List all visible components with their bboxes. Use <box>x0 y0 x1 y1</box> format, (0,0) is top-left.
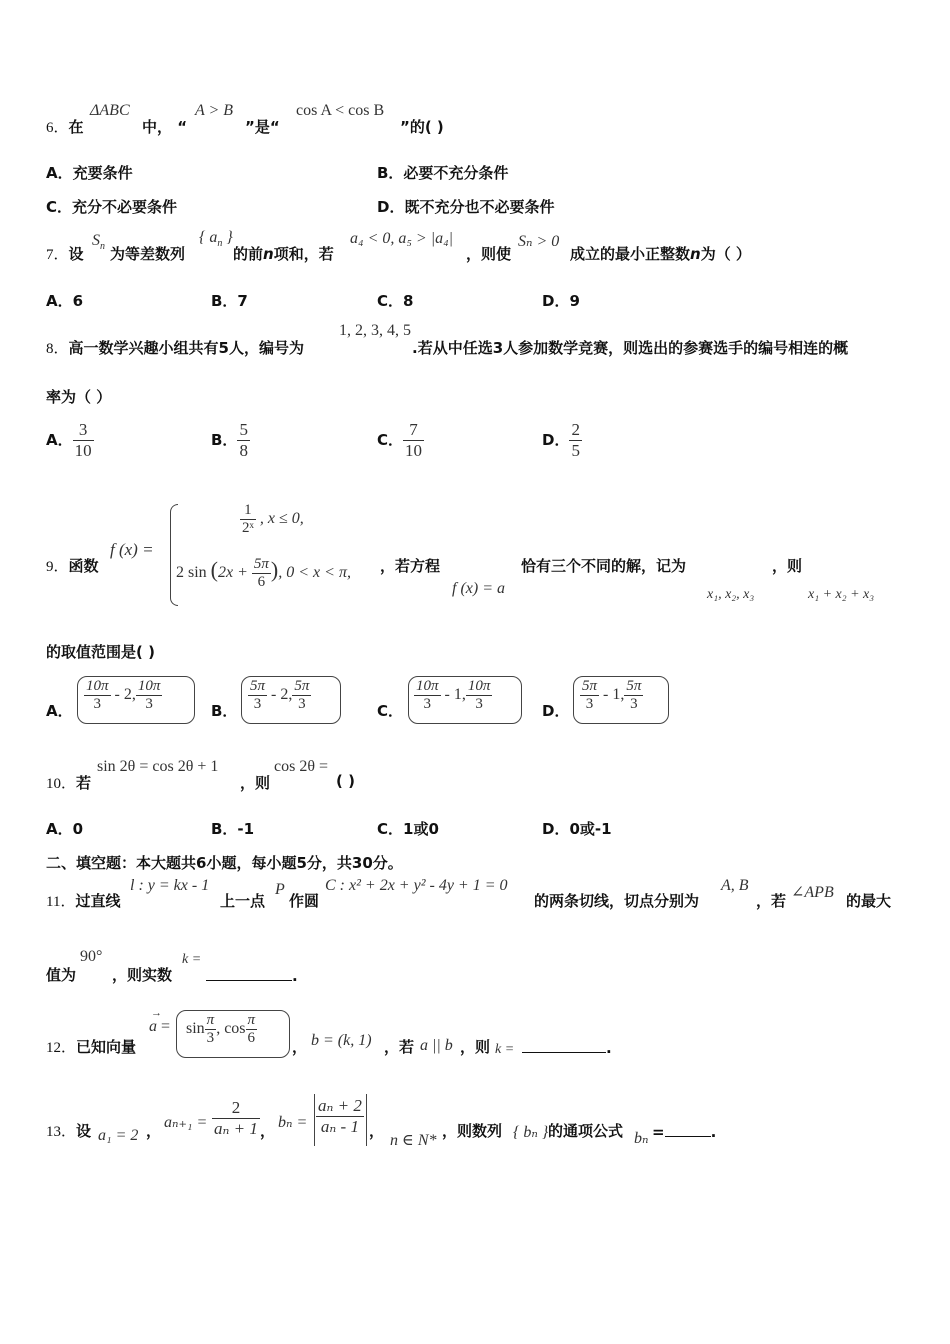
q7-sn-sub: n <box>100 241 105 253</box>
q6-option-b[interactable]: B．必要不充分条件 <box>377 164 509 182</box>
q6-quote-open: “ <box>177 118 188 136</box>
q7-text-6 <box>570 243 751 264</box>
q9-option-b-label[interactable]: B． <box>211 702 238 720</box>
q9-option-d-interval[interactable] <box>580 678 643 713</box>
q6-text-4: 的( ) <box>409 118 444 136</box>
q13-bn-def <box>316 1096 364 1137</box>
q11-circle: C : x² + 2x + y² - 4y + 1 = 0 <box>325 877 508 894</box>
q11-text-4: 的两条切线，切点分别为 <box>534 892 700 910</box>
q13-bn-frac <box>316 1096 364 1137</box>
question-12 <box>46 1036 136 1057</box>
q13-bn-bot: aₙ - 1 <box>320 1117 359 1136</box>
q8-option-d-label: D． <box>542 431 570 449</box>
q9-option-c-interval[interactable] <box>414 678 492 713</box>
q7-option-d[interactable]: D．9 <box>542 292 580 310</box>
q12-frac1 <box>205 1012 217 1047</box>
q9-text-5: 的取值范围是( ) <box>46 643 155 661</box>
q6-quote-close: ” <box>245 118 255 136</box>
q12-number: 12． <box>46 1040 77 1056</box>
q11-ninety: 90° <box>80 948 103 965</box>
question-8 <box>46 337 304 358</box>
q6-part4 <box>400 116 444 137</box>
q6-text-2: 中， <box>142 118 173 136</box>
q12-frac2 <box>246 1012 258 1047</box>
question-6 <box>46 116 84 137</box>
q13-abs-left <box>314 1094 315 1146</box>
q7-an-sub: n <box>217 238 223 250</box>
q13-a1: a₁ = 2 <box>98 1127 139 1144</box>
q11-text-8: ，则实数 <box>112 966 173 984</box>
q7-option-c[interactable]: C．8 <box>377 292 414 310</box>
q12-period: . <box>606 1039 612 1057</box>
q9-b-d2: 3 <box>298 696 306 712</box>
q9-option-a-interval[interactable] <box>84 678 162 713</box>
q9-roots: x₁, x₂, x₃ <box>707 587 755 602</box>
q13-blank-line[interactable] <box>665 1120 711 1137</box>
q11-number: 11． <box>46 894 76 910</box>
q9-d-mid: - 1, <box>599 686 625 704</box>
q7-sn <box>92 232 105 252</box>
q11-line: l : y = kx - 1 <box>130 877 210 894</box>
q10-option-b[interactable]: B．-1 <box>211 820 255 838</box>
q11-k: k = <box>182 952 202 967</box>
q8-text-3: 率为（ ） <box>46 388 112 406</box>
q13-fn: 2 <box>212 1098 260 1119</box>
q12-vector-arrow-icon: → <box>151 1007 162 1019</box>
q9-c-d1: 3 <box>423 696 431 712</box>
q7-n: n <box>263 245 274 263</box>
q12-k: k = <box>495 1042 515 1057</box>
q7-text-4: 项和，若 <box>273 245 334 263</box>
q8-b-num: 5 <box>239 420 248 439</box>
q7-inequality: Sₙ > 0 <box>518 233 560 250</box>
q13-bn-ask: bₙ <box>634 1130 649 1147</box>
q6-condition: A > B <box>195 102 234 119</box>
q9-d-n1: 5π <box>582 678 598 694</box>
q10-text: 若 <box>76 774 92 792</box>
q6-quote-open-2: “ <box>269 118 280 136</box>
q9-d-frac1 <box>580 678 599 713</box>
q12-answer-blank[interactable] <box>522 1036 612 1057</box>
q11-text-2: 上一点 <box>220 892 266 910</box>
q9-option-a-label[interactable]: A． <box>46 702 73 720</box>
q9-c-n2: 10π <box>467 678 491 694</box>
q12-vector-b: b = (k, 1) <box>311 1032 372 1049</box>
q8-option-b-fraction <box>237 420 250 461</box>
q9-case2-fd: 6 <box>257 574 266 590</box>
q12-vector-a <box>149 1007 162 1036</box>
q8-a-num: 3 <box>73 420 94 441</box>
q9-case-2: 2 sin (2x + $\frac{5\pi}{6}$ ), 0 < x < π, <box>176 556 351 590</box>
q12-pd: 3 <box>206 1030 215 1046</box>
q11-point: P <box>275 881 285 898</box>
q9-case-1-fraction <box>240 502 256 537</box>
q8-option-a[interactable] <box>46 420 94 461</box>
q7-condition: a₄ < 0, a₅ > |a₄| <box>350 230 454 247</box>
q13-recurrence <box>212 1098 260 1139</box>
q11-text-5: ，若 <box>756 892 787 910</box>
q12-text: 已知向量 <box>76 1038 137 1056</box>
q12-text-2: ， <box>292 1038 308 1056</box>
q13-text-2: ， <box>146 1122 162 1140</box>
q9-b-n2: 5π <box>294 678 310 694</box>
q12-equals: = <box>161 1018 171 1035</box>
q9-a-frac2 <box>136 678 163 713</box>
q10-number: 10． <box>46 776 77 792</box>
q12-sin: sin <box>186 1020 205 1038</box>
q7-text-5: ，则使 <box>466 245 512 263</box>
q11-angle: ∠APB <box>791 884 834 901</box>
q13-an1: aₙ₊₁ = <box>164 1114 208 1131</box>
q6-part3 <box>245 116 280 137</box>
q6-text: 在 <box>68 118 84 136</box>
q7-option-a[interactable]: A．6 <box>46 292 84 310</box>
q13-bn-top: aₙ + 2 <box>318 1096 362 1115</box>
q9-b-frac2 <box>292 678 311 713</box>
question-9 <box>46 555 99 576</box>
q6-part2 <box>142 116 187 137</box>
q9-d-d2: 3 <box>630 696 638 712</box>
q11-text-6: 的最大 <box>846 892 892 910</box>
question-11 <box>46 890 120 911</box>
q9-text-4: ，则 <box>772 557 803 575</box>
q10-text-2: ，则 <box>240 774 271 792</box>
q8-b-den: 8 <box>239 441 248 460</box>
q10-equation: sin 2θ = cos 2θ + 1 <box>97 758 219 775</box>
q12-cos: , cos <box>216 1020 246 1038</box>
question-10 <box>46 772 91 793</box>
q8-a-den: 10 <box>74 441 92 460</box>
q8-d-num: 2 <box>571 420 580 439</box>
q6-option-d[interactable]: D．既不充分也不必要条件 <box>377 198 555 216</box>
q8-text-2: .若从中任选3人参加数学竞赛，则选出的参赛选手的编号相连的概 <box>412 339 849 357</box>
q10-ask: cos 2θ = <box>274 758 329 775</box>
q10-option-d[interactable]: D．0或-1 <box>542 820 612 838</box>
q6-quote-close-2: ” <box>400 118 410 136</box>
q9-d-frac2 <box>624 678 643 713</box>
q9-fx: f (x) = <box>110 540 154 559</box>
q6-cos-condition: cos A < cos B <box>296 102 385 119</box>
q8-c-den: 10 <box>405 441 423 460</box>
q9-d-n2: 5π <box>626 678 642 694</box>
q9-a-frac1 <box>84 678 111 713</box>
q7-number: 7． <box>46 247 69 263</box>
q8-option-b[interactable] <box>211 420 250 461</box>
q6-number: 6． <box>46 120 69 136</box>
q12-vector-value <box>186 1012 257 1047</box>
q9-b-mid: - 2, <box>267 686 293 704</box>
q8-numbers: 1, 2, 3, 4, 5 <box>339 322 411 339</box>
q12-blank-line[interactable] <box>522 1036 606 1053</box>
q9-b-frac1 <box>248 678 267 713</box>
q9-text-3: 恰有三个不同的解，记为 <box>521 557 687 575</box>
q9-a-n1: 10π <box>86 678 109 694</box>
q7-text-3 <box>233 243 334 264</box>
q11-answer-blank[interactable] <box>206 964 298 985</box>
q8-option-d[interactable] <box>542 420 582 461</box>
q12-parallel: a || b <box>420 1037 453 1054</box>
q9-option-c-label[interactable]: C． <box>377 702 404 720</box>
q9-c-n1: 10π <box>416 678 439 694</box>
q13-text-6: 的通项公式 <box>548 1122 624 1140</box>
q9-d-d1: 3 <box>585 696 594 712</box>
q13-fd: aₙ + 1 <box>214 1119 258 1138</box>
q9-b-d1: 3 <box>253 696 262 712</box>
q12-text-3: ，若 <box>384 1038 415 1056</box>
q13-seq-b: bₙ <box>523 1124 538 1141</box>
question-7 <box>46 243 84 264</box>
q10-text-3: ( ) <box>336 772 355 790</box>
q12-pn2: π <box>247 1012 256 1028</box>
q8-number: 8． <box>46 341 69 357</box>
q9-c-frac2 <box>466 678 493 713</box>
q13-text-4: ， <box>369 1122 385 1140</box>
q7-text: 设 <box>68 245 84 263</box>
q8-option-c-fraction <box>403 420 424 461</box>
q13-equals: = <box>652 1123 665 1141</box>
q11-blank-line[interactable] <box>206 964 292 981</box>
q13-sequence: { bₙ } <box>513 1124 549 1141</box>
q8-option-c-label: C． <box>377 431 404 449</box>
question-13 <box>46 1120 91 1141</box>
q9-a-d2: 3 <box>145 696 153 712</box>
q8-option-c[interactable] <box>377 420 424 461</box>
q9-a-d1: 3 <box>93 696 101 712</box>
q9-text: 函数 <box>68 557 99 575</box>
q7-text-6a: 成立的最小正整数 <box>570 245 691 263</box>
q9-case2-sin: 2 sin <box>176 564 207 582</box>
q8-text: 高一数学兴趣小组共有5人，编号为 <box>68 339 304 357</box>
q9-case2-arg: 2x + <box>218 564 248 582</box>
q6-triangle: ΔABC <box>90 102 130 119</box>
q12-pd2: 6 <box>247 1030 256 1046</box>
q9-b-n1: 5π <box>250 678 266 694</box>
q13-text-5: ，则数列 <box>442 1122 503 1140</box>
q13-period: . <box>710 1123 717 1141</box>
q8-option-a-label: A． <box>46 431 73 449</box>
q9-option-b-interval[interactable] <box>248 678 311 713</box>
q9-a-n2: 10π <box>137 678 161 694</box>
q9-case1-den: 2ˣ <box>242 520 254 536</box>
q9-case2-fn: 5π <box>253 556 269 572</box>
q11-text-7: 值为 <box>46 966 77 984</box>
q13-n-domain: n ∈ N* <box>390 1132 437 1149</box>
q8-c-num: 7 <box>403 420 424 441</box>
section-2-heading: 二、填空题：本大题共6小题，每小题5分，共30分。 <box>46 854 403 872</box>
q9-case2-fraction <box>252 556 271 591</box>
q9-c-mid: - 1, <box>440 686 466 704</box>
q7-option-b[interactable]: B．7 <box>211 292 248 310</box>
q8-option-b-label: B． <box>211 431 238 449</box>
q7-sn-s: S <box>92 232 100 249</box>
q7-n-2: n <box>690 245 701 263</box>
q9-case2-cond: , 0 < x < π, <box>278 564 351 582</box>
q8-d-den: 5 <box>571 441 580 460</box>
q9-option-d-label[interactable]: D． <box>542 702 570 720</box>
q13-frac <box>212 1098 260 1139</box>
q7-an: { $a_n$ } <box>199 229 233 250</box>
q9-number: 9． <box>46 559 69 575</box>
q13-abs-right <box>366 1094 367 1146</box>
q10-option-c[interactable]: C．1或0 <box>377 820 439 838</box>
q11-period: . <box>292 967 298 985</box>
q12-text-4: ，则 <box>460 1038 491 1056</box>
q10-option-a[interactable]: A．0 <box>46 820 84 838</box>
q6-option-c[interactable]: C．充分不必要条件 <box>46 198 178 216</box>
q11-ab: A, B <box>721 877 749 894</box>
q8-option-d-fraction <box>569 420 582 461</box>
q13-bn: bₙ = <box>278 1114 308 1131</box>
q9-case1-num: 1 <box>240 502 256 520</box>
q13-answer-blank[interactable] <box>652 1120 716 1141</box>
q9-case1-cond: , x ≤ 0, <box>259 510 304 528</box>
q9-case-1 <box>240 502 304 537</box>
q12-pn: π <box>206 1012 215 1028</box>
q9-equation: f (x) = a <box>452 580 505 597</box>
q9-sum: x₁ + x₂ + x₃ <box>808 587 875 602</box>
q8-option-a-fraction <box>73 420 94 461</box>
q9-c-d2: 3 <box>475 696 483 712</box>
q11-text-3: 作圆 <box>289 892 320 910</box>
q6-option-a[interactable]: A．充要条件 <box>46 164 133 182</box>
q7-text-7: 为（ ） <box>700 245 751 263</box>
q9-c-frac1 <box>414 678 441 713</box>
q7-text-2: 为等差数列 <box>110 245 186 263</box>
q9-a-mid: - 2, <box>110 686 136 704</box>
q7-text-3a: 的前 <box>233 245 264 263</box>
q9-text-2: ，若方程 <box>380 557 441 575</box>
q6-text-3: 是 <box>254 118 270 136</box>
q13-text-3: ， <box>260 1122 276 1140</box>
q13-text: 设 <box>76 1122 92 1140</box>
q13-number: 13． <box>46 1124 77 1140</box>
q7-an-a: a <box>209 229 218 246</box>
q11-text: 过直线 <box>75 892 121 910</box>
q12-a: a <box>149 1018 157 1035</box>
